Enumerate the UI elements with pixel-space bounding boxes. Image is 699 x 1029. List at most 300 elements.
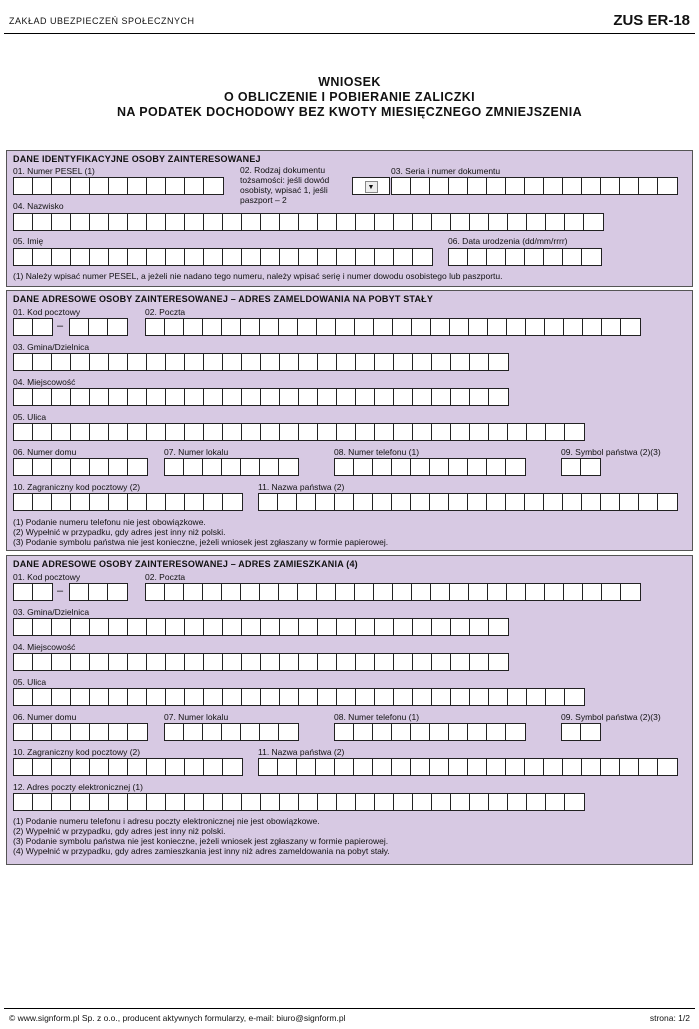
char-box[interactable] [109,389,128,405]
char-box[interactable] [318,619,337,635]
char-box[interactable] [449,459,468,475]
char-box[interactable] [356,794,375,810]
char-box[interactable] [204,354,223,370]
char-box[interactable] [223,794,242,810]
char-box[interactable] [166,354,185,370]
char-box[interactable] [128,424,147,440]
house-number-input[interactable] [13,723,148,741]
char-box[interactable] [621,584,640,600]
char-box[interactable] [128,494,147,510]
char-box[interactable] [166,214,185,230]
email-input[interactable] [13,793,585,811]
char-box[interactable] [165,319,184,335]
char-box[interactable] [33,319,52,335]
char-box[interactable] [108,319,127,335]
char-box[interactable] [432,689,451,705]
char-box[interactable] [14,724,33,740]
char-box[interactable] [375,389,394,405]
char-box[interactable] [564,584,583,600]
char-box[interactable] [166,494,185,510]
char-box[interactable] [318,689,337,705]
char-box[interactable] [223,654,242,670]
char-box[interactable] [109,689,128,705]
char-box[interactable] [487,459,506,475]
char-box[interactable] [375,689,394,705]
char-box[interactable] [146,584,165,600]
char-box[interactable] [413,689,432,705]
char-box[interactable] [394,619,413,635]
char-box[interactable] [90,214,109,230]
char-box[interactable] [33,214,52,230]
char-box[interactable] [109,459,128,475]
char-box[interactable] [318,654,337,670]
char-box[interactable] [581,724,600,740]
char-box[interactable] [354,459,373,475]
char-box[interactable] [375,249,394,265]
char-box[interactable] [432,619,451,635]
char-box[interactable] [299,354,318,370]
char-box[interactable] [487,178,506,194]
char-box[interactable] [299,689,318,705]
char-box[interactable] [52,619,71,635]
char-box[interactable] [33,178,52,194]
char-box[interactable] [392,178,411,194]
char-box[interactable] [337,389,356,405]
char-box[interactable] [147,619,166,635]
char-box[interactable] [280,794,299,810]
char-box[interactable] [337,619,356,635]
char-box[interactable] [449,759,468,775]
char-box[interactable] [413,654,432,670]
char-box[interactable] [394,354,413,370]
char-box[interactable] [222,459,241,475]
char-box[interactable] [489,424,508,440]
char-box[interactable] [90,724,109,740]
char-box[interactable] [14,794,33,810]
char-box[interactable] [90,494,109,510]
char-box[interactable] [337,424,356,440]
char-box[interactable] [508,794,527,810]
char-box[interactable] [356,249,375,265]
char-box[interactable] [166,654,185,670]
char-box[interactable] [335,759,354,775]
char-box[interactable] [185,214,204,230]
char-box[interactable] [413,424,432,440]
char-box[interactable] [223,689,242,705]
char-box[interactable] [165,584,184,600]
char-box[interactable] [526,319,545,335]
char-box[interactable] [411,759,430,775]
char-box[interactable] [413,249,432,265]
char-box[interactable] [71,619,90,635]
char-box[interactable] [14,619,33,635]
first-name-input[interactable] [13,248,433,266]
char-box[interactable] [147,249,166,265]
char-box[interactable] [147,689,166,705]
char-box[interactable] [470,654,489,670]
char-box[interactable] [354,759,373,775]
char-box[interactable] [280,389,299,405]
char-box[interactable] [223,354,242,370]
char-box[interactable] [356,424,375,440]
char-box[interactable] [297,759,316,775]
char-box[interactable] [337,354,356,370]
char-box[interactable] [318,214,337,230]
char-box[interactable] [261,619,280,635]
char-box[interactable] [658,494,677,510]
char-box[interactable] [393,319,412,335]
char-box[interactable] [128,724,147,740]
char-box[interactable] [33,689,52,705]
char-box[interactable] [242,214,261,230]
char-box[interactable] [582,494,601,510]
char-box[interactable] [413,619,432,635]
char-box[interactable] [242,619,261,635]
char-box[interactable] [299,249,318,265]
char-box[interactable] [71,689,90,705]
char-box[interactable] [487,249,506,265]
char-box[interactable] [90,389,109,405]
char-box[interactable] [185,654,204,670]
char-box[interactable] [432,654,451,670]
char-box[interactable] [335,494,354,510]
char-box[interactable] [14,178,33,194]
char-box[interactable] [336,584,355,600]
char-box[interactable] [487,759,506,775]
char-box[interactable] [544,249,563,265]
char-box[interactable] [242,654,261,670]
char-box[interactable] [33,354,52,370]
char-box[interactable] [147,178,166,194]
char-box[interactable] [318,249,337,265]
char-box[interactable] [185,619,204,635]
char-box[interactable] [204,619,223,635]
char-box[interactable] [393,584,412,600]
char-box[interactable] [52,494,71,510]
commune-input[interactable] [13,353,509,371]
char-box[interactable] [527,689,546,705]
char-box[interactable] [279,584,298,600]
char-box[interactable] [564,319,583,335]
char-box[interactable] [546,689,565,705]
char-box[interactable] [71,759,90,775]
char-box[interactable] [109,619,128,635]
char-box[interactable] [14,494,33,510]
char-box[interactable] [90,689,109,705]
char-box[interactable] [147,354,166,370]
char-box[interactable] [90,759,109,775]
char-box[interactable] [71,354,90,370]
char-box[interactable] [278,759,297,775]
char-box[interactable] [451,214,470,230]
char-box[interactable] [166,759,185,775]
char-box[interactable] [204,494,223,510]
char-box[interactable] [470,619,489,635]
char-box[interactable] [260,319,279,335]
char-box[interactable] [375,794,394,810]
char-box[interactable] [356,354,375,370]
char-box[interactable] [165,724,184,740]
char-box[interactable] [90,424,109,440]
char-box[interactable] [204,249,223,265]
char-box[interactable] [185,494,204,510]
house-number-input[interactable] [13,458,148,476]
char-box[interactable] [278,494,297,510]
char-box[interactable] [432,424,451,440]
char-box[interactable] [223,494,242,510]
char-box[interactable] [470,389,489,405]
char-box[interactable] [71,459,90,475]
char-box[interactable] [14,424,33,440]
char-box[interactable] [526,584,545,600]
char-box[interactable] [468,459,487,475]
char-box[interactable] [52,214,71,230]
char-box[interactable] [14,214,33,230]
char-box[interactable] [184,584,203,600]
char-box[interactable] [525,494,544,510]
char-box[interactable] [33,724,52,740]
char-box[interactable] [14,459,33,475]
char-box[interactable] [621,319,640,335]
char-box[interactable] [565,424,584,440]
char-box[interactable] [468,724,487,740]
char-box[interactable] [90,459,109,475]
doc-number-input[interactable] [391,177,678,195]
char-box[interactable] [204,654,223,670]
char-box[interactable] [355,584,374,600]
char-box[interactable] [337,654,356,670]
char-box[interactable] [468,494,487,510]
char-box[interactable] [451,689,470,705]
char-box[interactable] [449,178,468,194]
char-box[interactable] [185,354,204,370]
char-box[interactable] [562,459,581,475]
char-box[interactable] [203,319,222,335]
foreign-postal-input[interactable] [13,758,243,776]
char-box[interactable] [601,494,620,510]
char-box[interactable] [354,494,373,510]
char-box[interactable] [280,249,299,265]
char-box[interactable] [204,759,223,775]
char-box[interactable] [261,424,280,440]
char-box[interactable] [544,759,563,775]
char-box[interactable] [468,759,487,775]
city-input[interactable] [13,653,509,671]
char-box[interactable] [394,794,413,810]
char-box[interactable] [525,178,544,194]
char-box[interactable] [449,724,468,740]
char-box[interactable] [374,319,393,335]
char-box[interactable] [33,654,52,670]
char-box[interactable] [356,214,375,230]
char-box[interactable] [375,654,394,670]
char-box[interactable] [261,249,280,265]
char-box[interactable] [432,794,451,810]
char-box[interactable] [430,459,449,475]
char-box[interactable] [109,214,128,230]
char-box[interactable] [489,389,508,405]
char-box[interactable] [14,689,33,705]
char-box[interactable] [373,759,392,775]
char-box[interactable] [431,319,450,335]
char-box[interactable] [544,178,563,194]
country-symbol-input[interactable] [561,458,601,476]
char-box[interactable] [280,214,299,230]
postal-code-part2[interactable] [69,583,128,601]
char-box[interactable] [489,354,508,370]
char-box[interactable] [620,178,639,194]
char-box[interactable] [166,424,185,440]
char-box[interactable] [565,214,584,230]
char-box[interactable] [451,389,470,405]
char-box[interactable] [527,794,546,810]
char-box[interactable] [185,424,204,440]
char-box[interactable] [449,494,468,510]
char-box[interactable] [70,319,89,335]
char-box[interactable] [89,319,108,335]
char-box[interactable] [373,459,392,475]
char-box[interactable] [394,214,413,230]
char-box[interactable] [242,389,261,405]
char-box[interactable] [185,249,204,265]
char-box[interactable] [489,619,508,635]
char-box[interactable] [52,724,71,740]
char-box[interactable] [620,759,639,775]
char-box[interactable] [299,619,318,635]
char-box[interactable] [128,178,147,194]
char-box[interactable] [507,319,526,335]
char-box[interactable] [109,494,128,510]
char-box[interactable] [394,424,413,440]
char-box[interactable] [430,178,449,194]
char-box[interactable] [261,689,280,705]
char-box[interactable] [432,389,451,405]
char-box[interactable] [639,178,658,194]
char-box[interactable] [525,249,544,265]
char-box[interactable] [109,249,128,265]
char-box[interactable] [241,319,260,335]
char-box[interactable] [147,654,166,670]
char-box[interactable] [128,689,147,705]
char-box[interactable] [356,689,375,705]
post-office-input[interactable] [145,583,641,601]
char-box[interactable] [470,689,489,705]
char-box[interactable] [33,584,52,600]
char-box[interactable] [506,249,525,265]
char-box[interactable] [375,354,394,370]
char-box[interactable] [394,389,413,405]
char-box[interactable] [639,759,658,775]
char-box[interactable] [508,424,527,440]
char-box[interactable] [487,724,506,740]
char-box[interactable] [128,389,147,405]
char-box[interactable] [52,794,71,810]
birth-date-input[interactable] [448,248,602,266]
city-input[interactable] [13,388,509,406]
char-box[interactable] [356,654,375,670]
char-box[interactable] [71,654,90,670]
char-box[interactable] [299,214,318,230]
char-box[interactable] [52,459,71,475]
char-box[interactable] [52,178,71,194]
char-box[interactable] [71,724,90,740]
char-box[interactable] [90,654,109,670]
char-box[interactable] [166,619,185,635]
char-box[interactable] [128,214,147,230]
char-box[interactable] [70,584,89,600]
char-box[interactable] [468,249,487,265]
flat-number-input[interactable] [164,723,299,741]
char-box[interactable] [259,494,278,510]
char-box[interactable] [470,214,489,230]
char-box[interactable] [203,584,222,600]
char-box[interactable] [298,319,317,335]
foreign-postal-input[interactable] [13,493,243,511]
char-box[interactable] [52,389,71,405]
char-box[interactable] [279,459,298,475]
char-box[interactable] [71,389,90,405]
char-box[interactable] [242,354,261,370]
char-box[interactable] [658,759,677,775]
char-box[interactable] [508,689,527,705]
char-box[interactable] [280,424,299,440]
char-box[interactable] [71,214,90,230]
char-box[interactable] [261,354,280,370]
char-box[interactable] [222,724,241,740]
char-box[interactable] [469,319,488,335]
char-box[interactable] [565,689,584,705]
char-box[interactable] [451,794,470,810]
char-box[interactable] [241,724,260,740]
char-box[interactable] [166,389,185,405]
char-box[interactable] [223,424,242,440]
char-box[interactable] [506,759,525,775]
char-box[interactable] [602,319,621,335]
char-box[interactable] [317,319,336,335]
street-input[interactable] [13,423,585,441]
char-box[interactable] [147,214,166,230]
char-box[interactable] [14,319,33,335]
char-box[interactable] [563,178,582,194]
char-box[interactable] [52,249,71,265]
char-box[interactable] [223,214,242,230]
char-box[interactable] [33,459,52,475]
char-box[interactable] [318,794,337,810]
char-box[interactable] [242,424,261,440]
commune-input[interactable] [13,618,509,636]
char-box[interactable] [128,794,147,810]
pesel-input[interactable] [13,177,224,195]
char-box[interactable] [375,424,394,440]
char-box[interactable] [545,319,564,335]
char-box[interactable] [204,389,223,405]
char-box[interactable] [260,584,279,600]
char-box[interactable] [204,178,223,194]
char-box[interactable] [90,354,109,370]
char-box[interactable] [260,724,279,740]
char-box[interactable] [412,584,431,600]
char-box[interactable] [392,759,411,775]
char-box[interactable] [185,794,204,810]
char-box[interactable] [430,724,449,740]
char-box[interactable] [336,319,355,335]
char-box[interactable] [506,459,525,475]
char-box[interactable] [280,354,299,370]
char-box[interactable] [375,619,394,635]
char-box[interactable] [261,389,280,405]
char-box[interactable] [411,178,430,194]
char-box[interactable] [317,584,336,600]
